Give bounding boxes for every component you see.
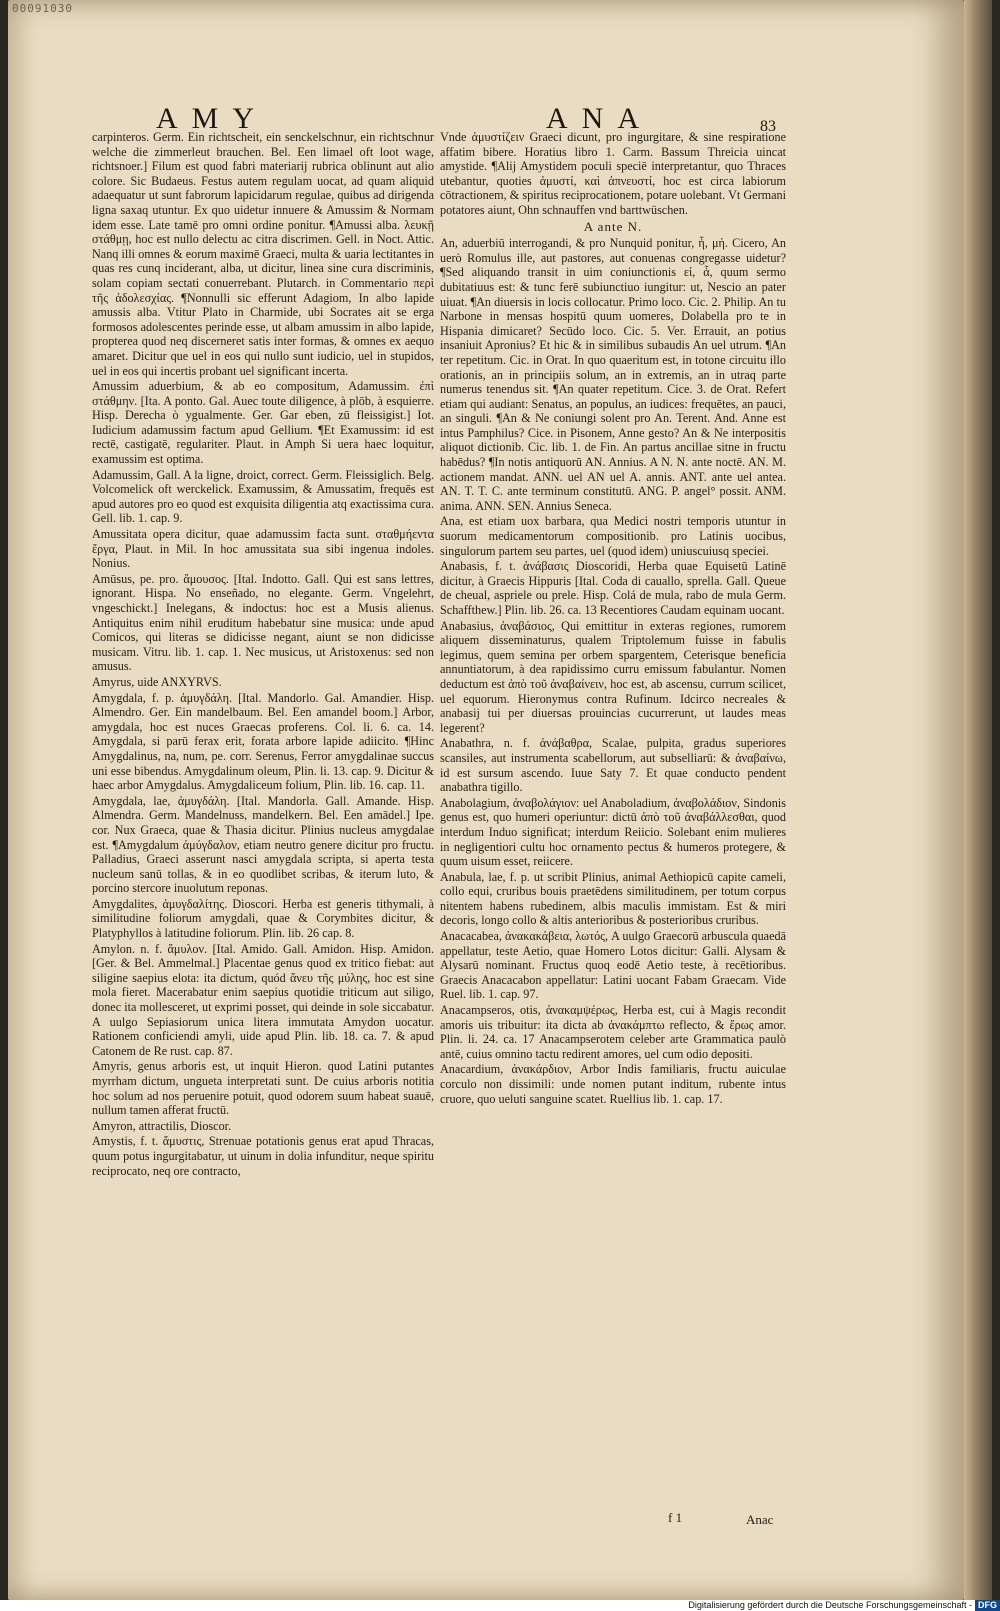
right-column-entry: Anacardium, ἀνακάρδιον, Arbor Indis familiaris, fructu auiculae corculo non dissimili: unde nomen putant inditum, rubente intus cruore, quo ueluti sanguine scatet. Ruellius lib. 1. cap. 17. bbox=[440, 1062, 786, 1106]
left-column bbox=[92, 130, 434, 1179]
right-column-entry: Anacampseros, otis, ἀνακαμψέρως, Herba est, cui à Magis recondit amoris uis tribuitur: ita dicta ab ἀνακάμπτω reflecto, & ἔρως amor. Plin. li. 24. ca. 17 Anacampserotem celeber arte Grammatica paulò antē, cuius omnino tactu redirent amores, uel cum odio depositi. bbox=[440, 1003, 786, 1061]
left-column-entry: Amyris, genus arboris est, ut inquit Hieron. quod Latini putantes myrrham dictum, ungueta interpretati sunt. De cuius arboris notitia hoc solum ad nos peruenire potuit, quod odorem suum habeat suauē, nullum tamen afferat fructū. bbox=[92, 1059, 434, 1118]
left-column-entry: Amyron, attractilis, Dioscor. bbox=[92, 1118, 232, 1133]
left-column-entry: Amygdalites, ἀμυγδαλίτης. Dioscori. Herba est generis tithymali, à similitudine foliorum amygdali, quae & Corymbites dicitur, & Platyphyllos à latitudine foliorum. Plin. lib. 26 cap. 8. bbox=[92, 896, 434, 941]
left-column-entry: Amylon. n. f. ἄμυλον. [Ital. Amido. Gall. Amidon. Hisp. Amidon. [Ger. & Bel. Ammelmal.] Placentae genus quod ex tritico fiebat: aut siligine saepius elota: ita dictum, quód ἄνευ τῆς μύλης, hoc est sine mola fieret. Macerabatur enim saepius quotidie triticum aut siligo, donec ita mollesceret, ut exprimi posset, qui deinde in sole siccabatur. A uulgo Sepiasiorum unica litera immutata Amydon uocatur. Rationem conficiendi amyli, uide apud Plin. lib. 18. ca. 7. & apud Catonem de Re rust. cap. 87. bbox=[92, 941, 434, 1058]
page-number: 83 bbox=[760, 118, 776, 135]
running-head-left: AMY bbox=[156, 102, 269, 135]
page-edge bbox=[964, 0, 992, 1600]
section-heading: A ante N. bbox=[583, 218, 643, 234]
scan-stamp: 00091030 bbox=[12, 2, 73, 15]
catchword: Anac bbox=[746, 1512, 774, 1527]
right-column-entry: Ana, est etiam uox barbara, qua Medici nostri temporis utuntur in suorum medicamentorum compositionib. pro Latinis uocibus, singulorum partem seu partes, uel (quod idem) uniuscuiusq speciei. bbox=[440, 514, 786, 558]
left-column-entry: Amūsus, pe. pro. ἄμουσος. [Ital. Indotto. Gall. Qui est sans lettres, ignorant. Hispa. No enseñado, no elegante. Germ. Vngelehrt, vngeschickt.] Inelegans, & indoctus: hoc est a Musis alienus. Antiquitus enim nihil eruditum habebatur sine musica: unde apud Comicos, qui literas se didicisse negant, aiunt se non didicisse musicam. Vitru. lib. 1. cap. 1. Nec musicus, ut Aristoxenus: sed non amusus. bbox=[92, 571, 434, 674]
signature-mark: f 1 bbox=[668, 1510, 683, 1525]
right-column-entry: Anacacabea, ἀνακακάβεια, λωτός, A uulgo Graecorū arbuscula quaedā appellatur, teste Aetio, quae Homero Lotos dicitur: Galli. Alysam & Alysarū nominant. Fructus quoq eodē Aetio teste, à recētioribus. Graecis Anacacabon appellatur: Latini uocant Fabam Graecam. Vide Ruel. lib. 1. cap. 97. bbox=[440, 929, 786, 1002]
running-head-right: ANA bbox=[546, 102, 653, 135]
continuation-text: Vnde ἀμυστίζειν Graeci dicunt, pro ingurgitare, & sine respiratione affatim bibere. Horatius libro 1. Carm. Bassum Threicia uincat amystide. ¶Alij Amystidem poculi speciē interpretantur, quo Thraces utebantur, quoties ἀμυστί, καὶ ἀπνευστί, hoc est circa labiorum cōtractionem, & spiritus reciprocationem, potare uolebant. Vt Germani potatores aiunt, Ohn schnauffen vnd barttwüschen. bbox=[440, 130, 786, 217]
right-column-entry: Anabula, lae, f. p. ut scribit Plinius, animal Aethiopicū capite cameli, collo equi, cruribus bouis praetēdens similitudinem, per totum corpus nitentem habens rubedinem, albis maculis immistam. Est & miri decoris, longo collo & altis anterioribus & posterioribus cruribus. bbox=[440, 869, 786, 928]
right-column-entry: Anabathra, n. f. ἀνάβαθρα, Scalae, pulpita, gradus superiores scansiles, aut instrumenta scabellorum, aut subselliarū: & ἀναβαίνω, id est sursum ascendo. Iuue Saty 7. Et quae conducto pendent anabathra tigillo. bbox=[440, 736, 786, 795]
digitization-credit bbox=[0, 1600, 1000, 1611]
left-column-entry: Amussim aduerbium, & ab eo compositum, Adamussim. ἐπὶ στάθμην. [Ita. A ponto. Gal. Auec toute diligence, à plōb, à esquierre. Hisp. Derecha ò ygualmente. Ger. Gar eben, zū fleissigist.] Iot. Iudicium adamussim factum apud Gellium. ¶Et Examussim: id est rectē, castigatē, regulariter. Plaut. in Amph Si uera haec loquitur, examussim est optima. bbox=[92, 379, 434, 467]
right-column-entry: An, aduerbiū interrogandi, & pro Nunquid ponitur, ἦ, μή. Cicero, An uerò Romulus ille, aut pastores, aut conuenas congregasse uidetur? ¶Sed aliquando transit in uim coniunctionis εἰ, ἆ, quum sermo dubitatiuus est: & tunc ferē subiunctiuo iungitur: ut, Nescio an pater uiuat. ¶An diuersis in locis collocatur. Primo loco. Cic. 2. Philip. An tu Narbone in mensas hospitū quum uomeres, Dolabella pro te in Hispania dimicaret? Secūdo loco. Cic. 5. Ver. Errauit, an potius insaniuit Apronius? Et hic & in similibus subaudis An uel utrum. ¶An ter repetitum. Cic. in Orat. In quo quaeritum est, in totone circuitu illo orationis, an in principiis solum, an in extremis, an in utraq parte numerus tenendus sit. ¶An quater repetitum. Cice. 3. de Orat. Refert etiam qui audiant: Senatus, an populus, an iudices: frequētes, an pauci, an singuli. ¶An & Ne coniungi solent pro An. Terent. And. Anne est intus Pamphilus? Cice. in Pisonem, Anne gesto? An & Ne interpositis aliquot dictionib. Cic. lib. 1. de Fin. An partus ancillae sitne in fructu habēdus? ¶In notis antiquorū AN. Annius. A N. N. ante noctē. AN. M. actionem mandat. ANN. uel AN uel A. annis. ANT. ante uel antea. AN. T. T. C. ante terminum constitutū. ANG. P. angel° possit. ANM. anima. ANN. SEN. Annius Seneca. bbox=[440, 236, 786, 513]
right-column bbox=[440, 130, 786, 1107]
credit-text: Digitalisierung gefördert durch die Deutsche Forschungsgemeinschaft - bbox=[688, 1600, 972, 1610]
right-column-entry: Anabasis, f. t. ἀνάβασις Dioscoridi, Herba quae Equisetū Latinē dicitur, à Graecis Hippuris [Ital. Coda di cauallo, sprella. Gall. Queue de cheual, aspriele ou prele. Hisp. Colá de mula, rabo de mula Germ. Schaffthew.] Plin. lib. 26. ca. 13 Recentiores Caudam equinam uocant. bbox=[440, 559, 786, 617]
right-column-entry: Anabolagium, ἀναβολάγιον: uel Anaboladium, ἀναβολάδιον, Sindonis genus est, quo humeri operiuntur: dictū ἀπὸ τοῦ ἀναβάλλεσθαι, quod interdum Induo significat; interdum Reiicio. Solebant enim mulieres in negligentiori cultu hoc ornamento pectus & humeros protegere, & quum uisum esset, reiicere. bbox=[440, 795, 786, 869]
left-column-entry: Amygdala, f. p. ἀμυγδάλη. [Ital. Mandorlo. Gal. Amandier. Hisp. Almendro. Ger. Ein mandelbaum. Bel. Een amandel boom.] Arbor, amygdala, hoc est nuces Graecas proferens. Col. li. 6. ca. 14. Amygdala, si parū ferax erit, forata arbore lapide adiicito. ¶Hinc Amygdalinus, na, num, pe. corr. Serenus, Ferror amygdalinae succus uni esse bibendus. Amygdalinum oleum, Plin. li. 13. cap. 9. Dicitur & haec arbor Amygdalus. Amygdaliceum folium, Plin. lib. 16. cap. 11. bbox=[92, 690, 434, 793]
left-column-entry: Amygdala, lae, ἀμυγδάλη. [Ital. Mandorla. Gall. Amande. Hisp. Almendra. Germ. Mandelnuss, mandelkern. Bel. Een amādel.] Ipe. cor. Nux Graeca, quae & Thasia dicitur. Plinius nucleus amygdalae est. ¶Amygdalum ἀμύγδαλον, etiam neutro genere dicitur pro fructu. Palladius, Graeci asserunt nasci amygdala scripta, si aperta testa nucleum sanū tollas, & in eo quodlibet scribas, & iterum luto, & porcino stercore inuolutum reponas. bbox=[92, 793, 434, 896]
left-column-entry: Amyrus, uide ANXYRVS. bbox=[92, 674, 222, 689]
dfg-logo: DFG bbox=[975, 1600, 1000, 1611]
left-column-entry: carpinteros. Germ. Ein richtscheit, ein senckelschnur, ein richtschnur welche die zimmerleut brauchen. Bel. Een limael oft loot wage, richtsnoer.] Filum est quod fabri materiarij rubrica oblinunt aut alio colore. Sic Budaeus. Festus autem regulam uocat, ad quam aliquid adaequatur ut sunt fabrorum lapicidarum regulae, quibus ad dirigenda ligna saxaq utuntur. Ex quo uidetur innuere & Amussim & Normam idem esse. Late tamē pro omni ordine ponitur. ¶Amussi alba. λευκῇ στάθμῃ, hoc est nullo delectu ac citra discrimen. Gell. in Noct. Attic. Nanq illi omnes & eorum maximē Graeci, multa & uaria lectitantes in quas res cunq inciderant, alba, ut dicitur, linea sine cura discriminis, solam copiam sectati conuerrebant. Plutarch. in Commentario περὶ τῆς ἀδολεσχίας. ¶Nonnulli sic efferunt Adagiom, In albo lapide amussis alba. Vtitur Plato in Charmide, ubi Socrates ait se erga formosos adolescentes perinde esse, ut albam amussim in albo lapide, propterea quod neq discerneret satis inter formas, & omnes ex aequo amaret. Dicitur que uel in eos qui nullo sunt iudicio, uel in stupidos, uel in eos qui incertis probant uel significant incerta. bbox=[92, 130, 434, 378]
book-page bbox=[8, 0, 964, 1600]
right-column-entry: Anabasius, ἀναβάσιος, Qui emittitur in exteras regiones, rumorem aliquem disseminaturus, qualem Triptolemum fuisse in fabulis legimus, quem semina per orbem spargentem, Ceterisque beneficia annuntiatorum, à dea rapidissimo curru emissum fabulantur. Nomen deductum est ἀπὸ τοῦ ἀναβαίνειν, hoc est, ab ascensu, currum scilicet, uel equorum. Hieronymus contra Rufinum. Idcirco necreales & anabasij tui per diuersas prouincias cucurrerunt, ut laudes meas legerent? bbox=[440, 618, 786, 735]
left-column-entry: Amussitata opera dicitur, quae adamussim facta sunt. σταθμήεντα ἔργα, Plaut. in Mil. In hoc amussitata sua sibi ingenua indoles. Nonius. bbox=[92, 527, 434, 571]
left-column-entry: Adamussim, Gall. A la ligne, droict, correct. Germ. Fleissiglich. Belg. Volcomelick oft werckelick. Examussim, & Amussatim, frequēs est apud autores pro eo quod est exquisita diligentia atq exactissima cura. Gell. lib. 1. cap. 9. bbox=[92, 467, 434, 526]
left-column-entry: Amystis, f. t. ἄμυστις, Strenuae potationis genus erat apud Thracas, quum potus ingurgitabatur, ut uinum in dolia infunditur, neque spiritu reciprocato, neq ore contracto, bbox=[92, 1134, 434, 1178]
